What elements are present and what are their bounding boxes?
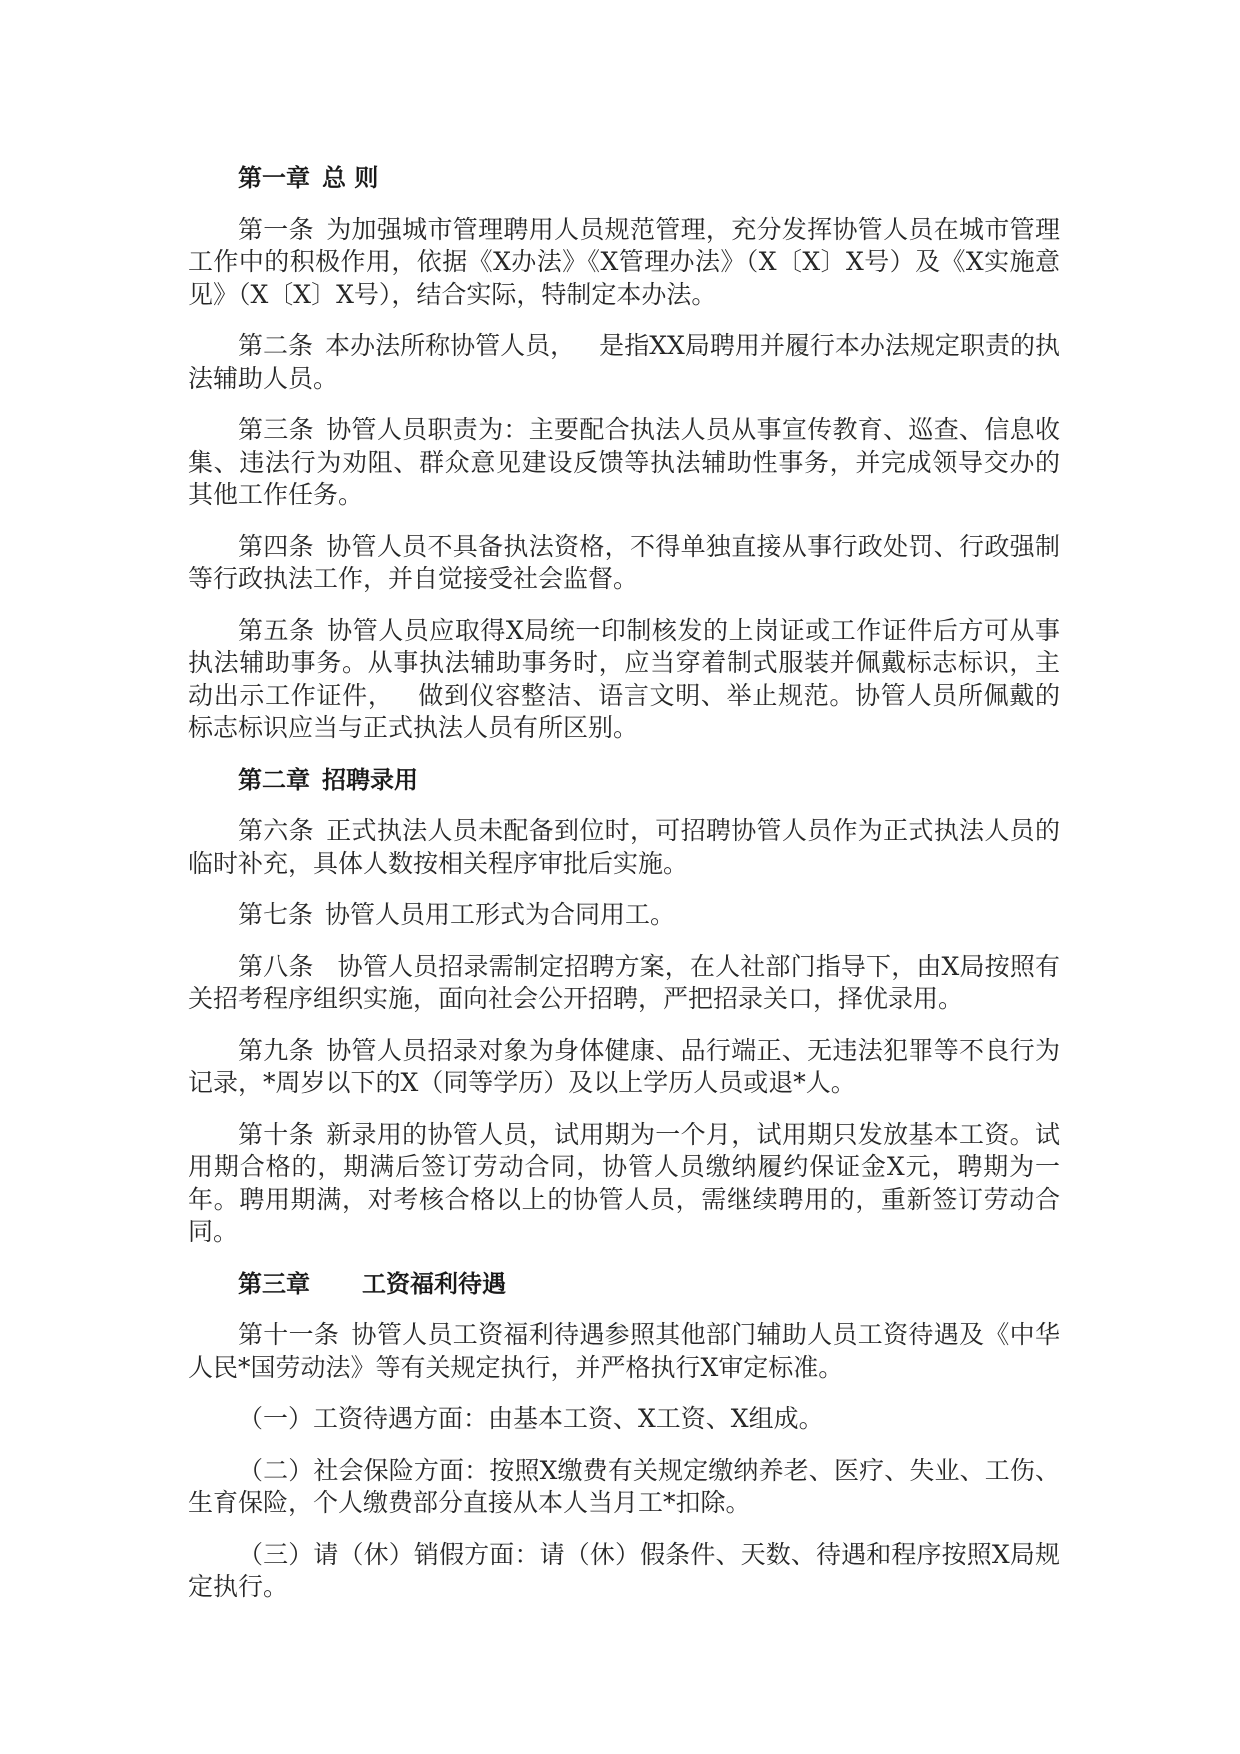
article-paragraph [188, 1119, 1060, 1249]
chapter-heading [188, 1268, 1060, 1301]
article-paragraph [188, 615, 1060, 745]
article-paragraph [188, 899, 1060, 932]
document-body [188, 162, 1060, 1623]
article-text: 新录用的协管人员，试用期为一个月，试用期只发放基本工资。试用期合格的，期满后签订劳动合同，协管人员缴纳履约保证金X元，聘期为一年。聘用期满，对考核合格以上的协管人员，需继续聘用的，重新签订劳动合同。 [188, 1119, 1060, 1246]
article-number: 第一条 [238, 214, 314, 244]
chapter-number: 第二章 [238, 765, 310, 794]
chapter-number: 第一章 [238, 164, 310, 192]
chapter-heading [188, 764, 1060, 797]
article-paragraph [188, 951, 1060, 1016]
article-number: 第二条 [238, 331, 314, 360]
article-text: 协管人员招录需制定招聘方案，在人社部门指导下，由X局按照有关招考程序组织实施，面向社会公开招聘，严把招录关口，择优录用。 [188, 951, 1060, 1013]
article-number: 第十一条 [238, 1320, 340, 1349]
article-paragraph [188, 1035, 1060, 1100]
article-text: 本办法所称协管人员， [325, 331, 576, 360]
article-paragraph [188, 214, 1060, 312]
article-number: 第四条 [238, 531, 314, 561]
chapter-title: 总 则 [322, 164, 379, 192]
list-item-text: （二）社会保险方面：按照X缴费有关规定缴纳养老、医疗、失业、工伤、生育保险，个人缴费部分直接从本人当月工*扣除。 [188, 1455, 1060, 1517]
chapter-title: 招聘录用 [322, 765, 418, 794]
article-paragraph [188, 414, 1060, 512]
article-number: 第八条 [238, 951, 314, 981]
article-text: 正式执法人员未配备到位时，可招聘协管人员作为正式执法人员的临时补充，具体人数按相关程序审批后实施。 [188, 816, 1060, 878]
article-text: 协管人员工资福利待遇参照其他部门辅助人员工资待遇及《中华人民*国劳动法》等有关规定执行，并严格执行X审定标准。 [188, 1320, 1060, 1382]
article-text: 协管人员不具备执法资格，不得单独直接从事行政处罚、行政强制等行政执法工作，并自觉接受社会监督。 [188, 531, 1060, 593]
article-number: 第三条 [238, 415, 314, 444]
article-paragraph [188, 330, 1060, 395]
article-text: 协管人员应取得X局统一印制核发的上岗证或工作证件后方可从事执法辅助事务。从事执法辅助事务时，应当穿着制式服装并佩戴标志标识，主动出示工作证件， [188, 615, 1060, 710]
article-text: 协管人员招录对象为身体健康、品行端正、无违法犯罪等不良行为记录，*周岁以下的X（同等学历）及以上学历人员或退*人。 [188, 1035, 1060, 1097]
article-text: 为加强城市管理聘用人员规范管理，充分发挥协管人员在城市管理工作中的积极作用，依据《X办法》《X管理办法》（X〔X〕X号）及《X实施意见》（X〔X〕X号），结合实际，特制定本办法。 [188, 214, 1060, 309]
chapter-heading [188, 162, 1060, 195]
article-number: 第六条 [238, 816, 314, 845]
list-item [188, 1403, 1060, 1436]
article-paragraph [188, 1319, 1060, 1384]
article-number: 第十条 [238, 1119, 314, 1149]
list-item-text: （一）工资待遇方面：由基本工资、X工资、X组成。 [238, 1404, 824, 1433]
article-text: 做到仪容整洁、语言文明、举止规范。协管人员所佩戴的标志标识应当与正式执法人员有所区别。 [188, 680, 1060, 742]
chapter-number: 第三章 [238, 1269, 310, 1298]
article-text: 协管人员用工形式为合同用工。 [325, 900, 676, 929]
list-item-text: （三）请（休）销假方面：请（休）假条件、天数、待遇和程序按照X局规定执行。 [188, 1539, 1060, 1601]
article-number: 第七条 [238, 900, 314, 929]
article-text: 是指XX局聘用并履行本办法规定职责的执法辅助人员。 [188, 331, 1060, 393]
article-text: 协管人员职责为：主要配合执法人员从事宣传教育、巡查、信息收集、违法行为劝阻、群众意见建设反馈等执法辅助性事务，并完成领导交办的其他工作任务。 [188, 415, 1060, 509]
list-item [188, 1539, 1060, 1604]
list-item [188, 1455, 1060, 1520]
article-paragraph [188, 531, 1060, 596]
article-number: 第五条 [238, 615, 315, 645]
article-number: 第九条 [238, 1035, 314, 1065]
chapter-title: 工资福利待遇 [362, 1269, 506, 1298]
article-paragraph [188, 815, 1060, 880]
